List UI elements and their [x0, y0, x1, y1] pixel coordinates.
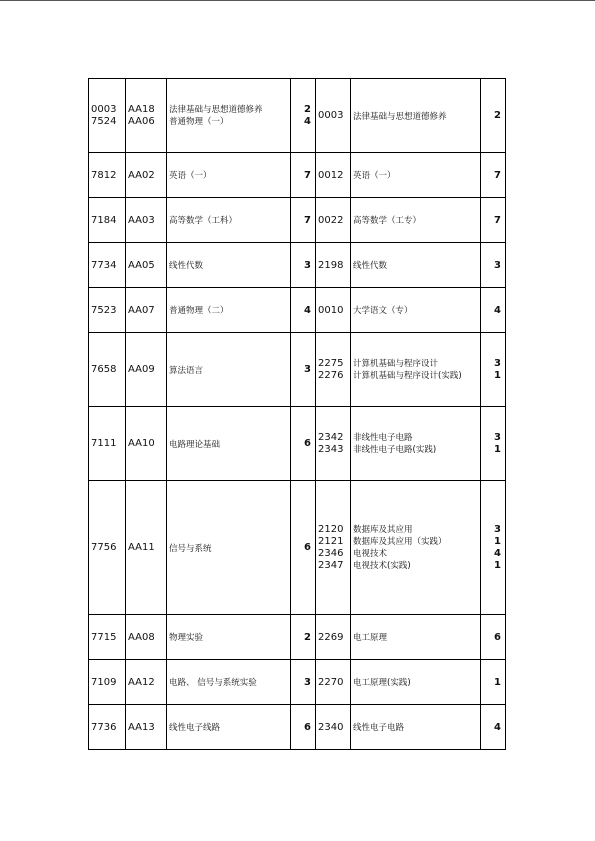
old-credit-cell: 7	[291, 153, 316, 198]
old-credit-cell-line: 4	[304, 115, 311, 127]
course-id-cell: AA08	[126, 615, 167, 660]
course-id-cell: AA03	[126, 198, 167, 243]
old-code-cell: 7812	[89, 153, 126, 198]
old-course-name-cell: 电路理论基础	[167, 407, 291, 481]
new-credit-cell-line: 1	[494, 443, 501, 455]
table-row	[89, 333, 506, 407]
course-id-cell: AA02	[126, 153, 167, 198]
new-code-cell-line: 2121	[318, 535, 344, 547]
old-course-name-cell: 信号与系统	[167, 481, 291, 615]
new-code-cell: 2198	[316, 243, 351, 288]
course-id-cell: AA05	[126, 243, 167, 288]
new-credit-cell	[481, 407, 506, 481]
top-rule	[0, 0, 595, 1]
old-course-name-cell: 电路、 信号与系统实验	[167, 660, 291, 705]
old-code-cell	[89, 79, 126, 153]
old-credit-cell: 4	[291, 288, 316, 333]
new-course-name-cell-line: 数据库及其应用（实践）	[353, 536, 447, 547]
old-code-cell: 7184	[89, 198, 126, 243]
new-code-cell-line: 2275	[318, 357, 344, 369]
new-code-cell-line: 2347	[318, 559, 344, 571]
new-code-cell-line: 2343	[318, 443, 344, 455]
new-course-name-cell: 法律基础与思想道德修养	[351, 79, 481, 153]
new-credit-cell: 2	[481, 79, 506, 153]
table-row	[89, 481, 506, 615]
table-row	[89, 79, 506, 153]
old-credit-cell: 6	[291, 705, 316, 750]
course-mapping-table	[88, 78, 506, 750]
table-row	[89, 288, 506, 333]
new-course-name-cell-line: 非线性电子电路	[353, 432, 413, 443]
course-id-cell-line: AA18	[128, 103, 155, 115]
new-course-name-cell	[351, 333, 481, 407]
new-code-cell	[316, 407, 351, 481]
new-code-cell: 2340	[316, 705, 351, 750]
new-code-cell-line: 2346	[318, 547, 344, 559]
old-code-cell: 7736	[89, 705, 126, 750]
old-code-cell-line: 0003	[91, 103, 117, 115]
old-credit-cell	[291, 79, 316, 153]
new-course-name-cell-line: 电视技术(实践)	[353, 560, 411, 571]
old-code-cell: 7658	[89, 333, 126, 407]
old-course-name-cell	[167, 79, 291, 153]
new-course-name-cell: 线性代数	[351, 243, 481, 288]
old-credit-cell: 3	[291, 660, 316, 705]
new-course-name-cell	[351, 481, 481, 615]
new-code-cell: 0010	[316, 288, 351, 333]
old-code-cell: 7111	[89, 407, 126, 481]
old-credit-cell: 6	[291, 407, 316, 481]
course-id-cell: AA10	[126, 407, 167, 481]
table-row	[89, 243, 506, 288]
old-code-cell-line: 7524	[91, 115, 117, 127]
table-row	[89, 198, 506, 243]
new-code-cell-line: 2120	[318, 523, 344, 535]
old-course-name-cell: 算法语言	[167, 333, 291, 407]
new-course-name-cell: 高等数学（工专）	[351, 198, 481, 243]
course-id-cell	[126, 79, 167, 153]
old-credit-cell: 3	[291, 333, 316, 407]
old-credit-cell-line: 2	[304, 103, 311, 115]
new-credit-cell-line: 4	[494, 547, 501, 559]
new-code-cell-line: 2342	[318, 431, 344, 443]
old-course-name-cell: 高等数学（工科）	[167, 198, 291, 243]
new-credit-cell-line: 1	[494, 369, 501, 381]
new-credit-cell-line: 1	[494, 535, 501, 547]
new-credit-cell: 7	[481, 198, 506, 243]
table-row	[89, 407, 506, 481]
new-course-name-cell-line: 非线性电子电路(实践)	[353, 444, 437, 455]
old-code-cell: 7715	[89, 615, 126, 660]
new-course-name-cell: 大学语文（专）	[351, 288, 481, 333]
new-credit-cell: 1	[481, 660, 506, 705]
old-code-cell: 7523	[89, 288, 126, 333]
new-course-name-cell: 电工原理(实践)	[351, 660, 481, 705]
old-course-name-cell: 线性代数	[167, 243, 291, 288]
new-credit-cell	[481, 333, 506, 407]
new-code-cell: 0022	[316, 198, 351, 243]
old-code-cell: 7109	[89, 660, 126, 705]
table-row	[89, 705, 506, 750]
new-code-cell	[316, 481, 351, 615]
new-credit-cell: 4	[481, 705, 506, 750]
new-code-cell: 0012	[316, 153, 351, 198]
old-credit-cell: 2	[291, 615, 316, 660]
old-code-cell: 7734	[89, 243, 126, 288]
new-course-name-cell-line: 计算机基础与程序设计(实践)	[353, 370, 462, 381]
new-course-name-cell-line: 数据库及其应用	[353, 524, 413, 535]
table-row	[89, 615, 506, 660]
new-credit-cell: 7	[481, 153, 506, 198]
new-credit-cell: 3	[481, 243, 506, 288]
old-course-name-cell: 物理实验	[167, 615, 291, 660]
course-id-cell: AA12	[126, 660, 167, 705]
new-credit-cell-line: 1	[494, 559, 501, 571]
old-course-name-cell-line: 法律基础与思想道德修养	[169, 104, 263, 115]
new-course-name-cell	[351, 407, 481, 481]
new-credit-cell: 6	[481, 615, 506, 660]
old-credit-cell: 3	[291, 243, 316, 288]
course-id-cell: AA13	[126, 705, 167, 750]
old-credit-cell: 7	[291, 198, 316, 243]
course-id-cell: AA11	[126, 481, 167, 615]
new-course-name-cell: 线性电子电路	[351, 705, 481, 750]
course-id-cell-line: AA06	[128, 115, 155, 127]
new-credit-cell-line: 3	[494, 431, 501, 443]
new-code-cell	[316, 333, 351, 407]
table-row	[89, 660, 506, 705]
new-course-name-cell: 英语（一）	[351, 153, 481, 198]
old-credit-cell: 6	[291, 481, 316, 615]
new-credit-cell: 4	[481, 288, 506, 333]
old-course-name-cell: 英语（一）	[167, 153, 291, 198]
new-code-cell-line: 2276	[318, 369, 344, 381]
old-course-name-cell: 线性电子线路	[167, 705, 291, 750]
new-credit-cell-line: 3	[494, 357, 501, 369]
old-code-cell: 7756	[89, 481, 126, 615]
new-course-name-cell-line: 电视技术	[353, 548, 388, 559]
course-id-cell: AA09	[126, 333, 167, 407]
new-course-name-cell: 电工原理	[351, 615, 481, 660]
new-credit-cell-line: 3	[494, 523, 501, 535]
new-credit-cell	[481, 481, 506, 615]
table-row	[89, 153, 506, 198]
new-course-name-cell-line: 计算机基础与程序设计	[353, 358, 439, 369]
old-course-name-cell: 普通物理（二）	[167, 288, 291, 333]
course-id-cell: AA07	[126, 288, 167, 333]
new-code-cell: 2269	[316, 615, 351, 660]
new-code-cell: 2270	[316, 660, 351, 705]
old-course-name-cell-line: 普通物理（一）	[169, 116, 229, 127]
new-code-cell: 0003	[316, 79, 351, 153]
